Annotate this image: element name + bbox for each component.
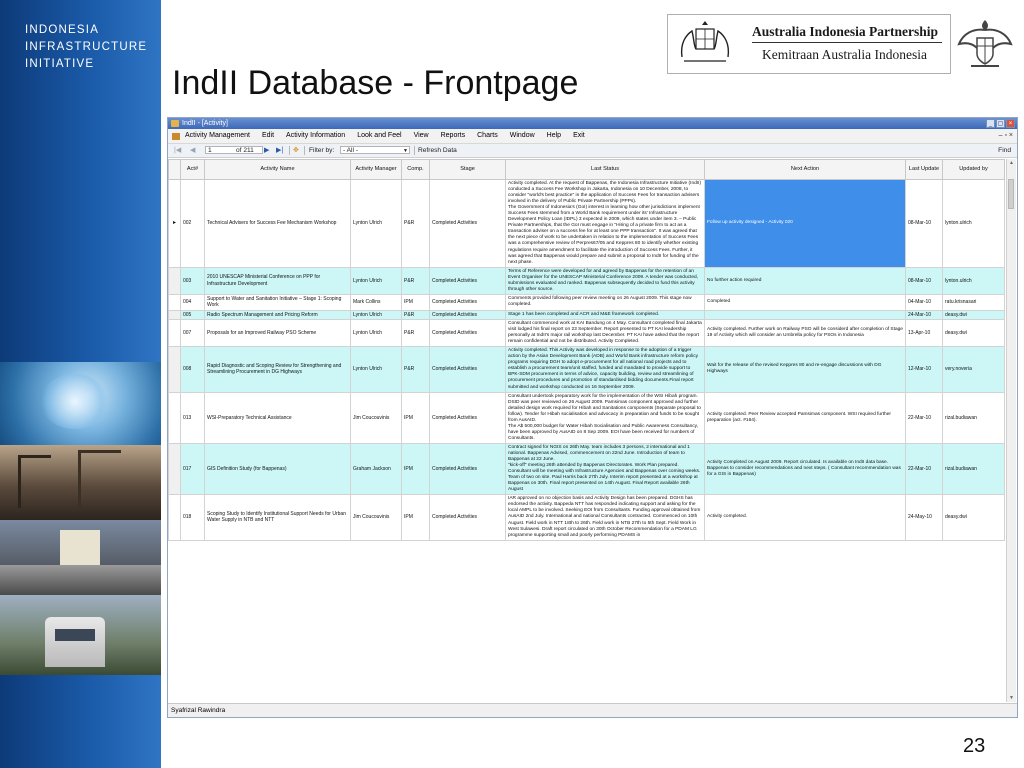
chevron-down-icon: ▼ (403, 148, 408, 154)
table-row[interactable] (169, 310, 1005, 319)
stage-cell[interactable]: Completed Activities (430, 310, 506, 319)
activity-manager-cell[interactable]: Lynton Ulrich (351, 320, 402, 347)
act-number-cell[interactable]: 003 (181, 267, 205, 294)
next-action-cell[interactable]: Activity completed. (705, 495, 906, 540)
app-icon (171, 120, 179, 127)
close-icon[interactable]: × (1006, 119, 1015, 128)
table-row[interactable] (169, 180, 1005, 268)
row-selector[interactable] (169, 310, 181, 319)
stage-cell[interactable]: Completed Activities (430, 294, 506, 310)
column-header[interactable]: Next Action (705, 160, 906, 180)
record-total: of 211 (236, 147, 254, 154)
table-row[interactable] (169, 294, 1005, 310)
menu-bar (168, 129, 1017, 144)
last-status-cell[interactable]: Stage 1 has been completed and ACR and M&E framework completed. (506, 310, 705, 319)
next-action-cell[interactable]: No further action required (705, 267, 906, 294)
column-header[interactable]: Activity Manager (351, 160, 402, 180)
activity-name-cell[interactable]: WSI-Preparatory Technical Assistance (205, 392, 351, 443)
brand-line: INITIATIVE (25, 58, 95, 70)
last-status-cell[interactable]: Comments provided following peer review meeting on 26 August 2009. This stage now completed. (506, 294, 705, 310)
last-update-cell[interactable]: 24-Mar-10 (906, 310, 943, 319)
status-user: Syafrizal Rawindra (171, 707, 226, 714)
menu-charts[interactable]: Charts (477, 132, 498, 139)
scroll-up-icon[interactable]: ▲ (1009, 160, 1014, 166)
table-row[interactable] (169, 320, 1005, 347)
indii-brand (25, 22, 147, 73)
stage-cell[interactable]: Completed Activities (430, 320, 506, 347)
activity-manager-cell[interactable]: Lynton Ulrich (351, 267, 402, 294)
row-selector[interactable] (169, 495, 181, 540)
column-header[interactable]: Comp. (402, 160, 430, 180)
toolbar-separator (414, 146, 415, 155)
menu-edit[interactable]: Edit (261, 132, 275, 139)
highway-photo (0, 520, 161, 595)
activity-manager-cell[interactable]: Lynton Ulrich (351, 347, 402, 392)
row-selector[interactable] (169, 294, 181, 310)
record-navigation-bar (168, 144, 1017, 158)
updated-by-cell[interactable]: ratu.krisnasari (943, 294, 1005, 310)
filter-dropdown[interactable] (340, 146, 410, 154)
activity-name-cell[interactable]: 2010 UNESCAP Ministerial Conference on PPP for Infrastructure Development (205, 267, 351, 294)
act-number-cell[interactable]: 007 (181, 320, 205, 347)
next-action-cell[interactable]: Follow up activity designed - Activity 020 (705, 180, 906, 268)
act-number-cell[interactable]: 013 (181, 392, 205, 443)
table-row[interactable] (169, 443, 1005, 494)
last-update-cell[interactable]: 08-Mar-10 (906, 180, 943, 268)
row-selector-header (169, 160, 181, 180)
filter-label: Filter by: (309, 147, 335, 154)
component-cell[interactable]: P&R (402, 310, 430, 319)
minimize-icon[interactable]: _ (986, 119, 995, 128)
act-number-cell[interactable]: 004 (181, 294, 205, 310)
indii-app-window (167, 117, 1018, 718)
component-cell[interactable]: P&R (402, 180, 430, 268)
partner-title: Australia Indonesia Partnership (752, 24, 939, 39)
last-update-cell[interactable]: 13-Apr-10 (906, 320, 943, 347)
water-splash-photo (0, 362, 161, 445)
updated-by-cell[interactable]: very.noveria (943, 347, 1005, 392)
column-header[interactable]: Updated by (943, 160, 1005, 180)
menu-look-and-feel[interactable]: Look and Feel (357, 132, 402, 139)
last-update-cell[interactable]: 24-May-10 (906, 495, 943, 540)
port-cranes-photo (0, 445, 161, 520)
refresh-data-button[interactable]: Refresh Data (418, 147, 457, 154)
menu-help[interactable]: Help (546, 132, 562, 139)
updated-by-cell[interactable]: deasy.dwi (943, 320, 1005, 347)
activity-grid (168, 159, 1017, 702)
table-row[interactable] (169, 392, 1005, 443)
act-number-cell[interactable]: 018 (181, 495, 205, 540)
add-record-icon[interactable]: ✥ (293, 147, 299, 154)
last-status-cell[interactable]: Consultant undertook preparatory work for the implementation of the WSI Hibah program. DSID was peer reviewed on 26 August 2009. Pamsimas component approved and further detailed design work required for Hibah and Sanitations components (Separate proposal to follow). Tender for Hibah socialisation and advocacy in preparation and funds to be sought from AusAID. The A$ 500,000 budget for Water Hibah Socialisation and Public Awareness Consultancy, have been approved by AusAID on 8 Sep 2009. EOI have been received for numbers of Consultants. (506, 392, 705, 443)
activity-manager-cell[interactable]: Jim Coucouvinis (351, 392, 402, 443)
stage-cell[interactable]: Completed Activities (430, 180, 506, 268)
updated-by-cell[interactable]: lynton.ulrich (943, 180, 1005, 268)
window-titlebar (168, 118, 1017, 129)
partner-divider (752, 42, 942, 43)
last-update-cell[interactable]: 22-Mar-10 (906, 443, 943, 494)
garuda-emblem-icon (955, 14, 1015, 74)
australia-coat-of-arms-icon (672, 19, 738, 69)
child-window-controls[interactable]: ‒ ▫ × (998, 132, 1013, 139)
act-number-cell[interactable]: 008 (181, 347, 205, 392)
last-update-cell[interactable]: 08-Mar-10 (906, 267, 943, 294)
current-row-indicator[interactable]: ▸ (169, 180, 181, 268)
toolbar-separator (289, 146, 290, 155)
last-status-cell[interactable]: Activity completed. This Activity was developed in response to the adoption of a trigger action by the Asian Development Bank (ADB) and World Bank infrastructure reform policy programs requiring DGH to adopt e-procurement for all national road projects and to establish a procurement team/unit staffed, funded and mandated to provide support to BPK-SDM procurement in terms of advice, capacity building, review and streamlining of procurement procedures and promotion of standardised bidding documents.Final report submitted and workshop conducted on 16 September 2009. (506, 347, 705, 392)
activity-name-cell[interactable]: Scoping Study to Identify Institutional Support Needs for Urban Water Supply in NTB and NTT (205, 495, 351, 540)
left-branding-panel (0, 0, 161, 768)
last-update-cell[interactable]: 04-Mar-10 (906, 294, 943, 310)
next-action-cell[interactable] (705, 310, 906, 319)
table-row[interactable] (169, 347, 1005, 392)
activity-name-cell[interactable]: Proposals for an Improved Railway PSO Scheme (205, 320, 351, 347)
last-status-cell[interactable]: Activity completed. At the request of Bappenas, the Indonesia Infrastructure Initiative (IndII) conducted a Success Fee Workshop in Jakarta, Indonesia on 10 December, 2008, to consider "world's best practice" in the application of Success Fees for transaction advisers involved in the delivery of Public Private Partnership (PPPs). The Government of Indonesia's (GoI) interest in learning how other jurisdictions implement Success Fees stemmed from a World Bank requirement under its' Infrastructure Development Policy Loan (IDPL) 3 expected in 2009, which states under item 3. – Public Private Partnerships, that the GoI must engage in "Hiring of a private firm to act as a transaction adviser on a success fee for at least one PPP transaction". It was agreed that the next piece of work to be undertaken in relation to the implementation of Success Fees was a comprehensive review of Perpres67/05 and Keppres 80 to identify whether existing regulations require amendment to facilitate the introduction of Success Fees. Further, it was agreed that Bappenas would prepare and submit a proposal to IndII for funding of the next phase. (506, 180, 705, 268)
last-update-cell[interactable]: 12-Mar-10 (906, 347, 943, 392)
first-record-icon[interactable]: |◀ (174, 147, 182, 154)
next-action-cell[interactable]: Completed (705, 294, 906, 310)
activity-manager-cell[interactable]: Jim Coucouvinis (351, 495, 402, 540)
updated-by-cell[interactable]: deasy.dwi (943, 495, 1005, 540)
activity-manager-cell[interactable]: Lynton Ulrich (351, 180, 402, 268)
find-button[interactable]: Find (998, 147, 1011, 154)
activity-manager-cell[interactable]: Lynton Ulrich (351, 310, 402, 319)
stage-cell[interactable]: Completed Activities (430, 495, 506, 540)
last-status-cell[interactable]: IAR approved on no objection basis and Activity Design has been prepared. DGHS has endorsed the activity. Bappeda NTT has responded indicating support and asking for the local AMPL to be involved. Seeking EOI from Consultants. Funding approval obtained from AusAID 2nd July. International and national Consultants contracted. Commenced on 10th August. Field work in NTT 18th to 26th. Field work in NTB 27th to 5th Sept. Field Work in West Sulawesi. Draft report circulated on 30th October Recommendation for a PDAM LG programme supporting small and poorly performing PDAMS in (506, 495, 705, 540)
activity-name-cell[interactable]: Technical Advisers for Success Fee Mechanism Workshop (205, 180, 351, 268)
page-number: 23 (963, 735, 986, 757)
component-cell[interactable]: P&R (402, 347, 430, 392)
row-selector[interactable] (169, 320, 181, 347)
activity-name-cell[interactable]: Radio Spectrum Management and Pricing Reform (205, 310, 351, 319)
last-record-icon[interactable]: ▶| (276, 147, 284, 154)
partnership-logo (667, 14, 951, 74)
maximize-icon[interactable]: ▢ (997, 121, 1004, 127)
menu-activity-management[interactable]: Activity Management (185, 132, 250, 139)
stage-cell[interactable]: Completed Activities (430, 347, 506, 392)
activity-name-cell[interactable]: GIS Definition Study (for Bappenas) (205, 443, 351, 494)
last-update-cell[interactable]: 22-Mar-10 (906, 392, 943, 443)
record-current: 1 (208, 147, 212, 154)
record-position-field[interactable] (205, 146, 263, 154)
activity-manager-cell[interactable]: Mark Collins (351, 294, 402, 310)
updated-by-cell[interactable]: rizal.budiawan (943, 392, 1005, 443)
act-number-cell[interactable]: 002 (181, 180, 205, 268)
act-number-cell[interactable]: 005 (181, 310, 205, 319)
status-bar (168, 703, 1017, 717)
row-selector[interactable] (169, 392, 181, 443)
component-cell[interactable]: IPM (402, 294, 430, 310)
next-action-cell[interactable]: Activity Completed on August 2009. Report circulated. Is available on IndII data base. Bappenas to consider recommendations and next steps. ( Consultant recommendation was for a GIS in Bappenas) (705, 443, 906, 494)
row-selector[interactable] (169, 267, 181, 294)
menu-activity-information[interactable]: Activity Information (286, 132, 346, 139)
last-status-cell[interactable]: Contract signed for NGIS on 26th May. team includes 3 persons, 2 international and 1 national. Bappenas Advised, commencement on 22nd June. Introduction of team to Bappenas at 22 June. "kick-off" meeting 26th attended by Bappenas Directorates. Work Plan prepared. Consultant will be meeting with Infrastructure Agencies and Bappenas over coming weeks. Team of two on site. Paul Harris back 27th July. Interim report presented at a workshop at Bappenas on 30th. Final report presented on 14th August. Final Report available 26th August (506, 443, 705, 494)
menu-reports[interactable]: Reports (440, 132, 466, 139)
toolbar-separator (304, 146, 305, 155)
next-action-cell[interactable]: Activity completed. Peer Review accepted Pamsimas component. WSI required further preparation (act. #164). (705, 392, 906, 443)
last-status-cell[interactable]: Terms of Reference were developed for and agreed by Bappenas for the retention of an Event Organiser for the UNESCAP Ministerial Conference 2009. A tender was conducted, submissions evaluated and ranked. Bappenas subsequently decided to fund this activity through other source. (506, 267, 705, 294)
component-cell[interactable]: P&R (402, 267, 430, 294)
menu-window[interactable]: Window (509, 132, 535, 139)
column-header[interactable]: Last Update (906, 160, 943, 180)
menu-exit[interactable]: Exit (573, 132, 585, 139)
slide-title: IndII Database - Frontpage (172, 64, 579, 102)
table-header-row (169, 160, 1005, 180)
scroll-down-icon[interactable]: ▼ (1009, 695, 1014, 701)
activity-menu-icon (172, 133, 180, 140)
stage-cell[interactable]: Completed Activities (430, 443, 506, 494)
menu-view[interactable]: View (413, 132, 429, 139)
brand-line: INFRASTRUCTURE (25, 41, 148, 53)
component-cell[interactable]: IPM (402, 495, 430, 540)
updated-by-cell[interactable]: deasy.dwi (943, 310, 1005, 319)
window-title: IndII - [Activity] (182, 120, 228, 127)
component-cell[interactable]: IPM (402, 392, 430, 443)
activity-table (168, 159, 1005, 541)
stage-cell[interactable]: Completed Activities (430, 392, 506, 443)
partner-subtitle: Kemitraan Australia Indonesia (762, 47, 927, 62)
vertical-scrollbar[interactable] (1006, 159, 1016, 702)
updated-by-cell[interactable]: rizal.budiawan (943, 443, 1005, 494)
filter-value: - All - (343, 147, 359, 154)
column-header[interactable]: Last Status (506, 160, 705, 180)
component-cell[interactable]: IPM (402, 443, 430, 494)
stage-cell[interactable]: Completed Activities (430, 267, 506, 294)
activity-name-cell[interactable]: Support to Water and Sanitation Initiative – Stage 1: Scoping Work (205, 294, 351, 310)
column-header[interactable]: Stage (430, 160, 506, 180)
table-row[interactable] (169, 495, 1005, 540)
act-number-cell[interactable]: 017 (181, 443, 205, 494)
activity-name-cell[interactable]: Rapid Diagnostic and Scoping Review for Strengthening and Streamlining Procurement in DG Highways (205, 347, 351, 392)
row-selector[interactable] (169, 443, 181, 494)
brand-line: INDONESIA (25, 24, 100, 36)
last-status-cell[interactable]: Consultant commenced work at KAI Bandung on 4 May. Consultant completed final Jakarta visit lodged his final report on 23 September. Report presented to PT KAI leadership personally at IndII's major rail workshop last December. PT KAI have asked that the report remain confidential and not be distributed. Activity Completed. (506, 320, 705, 347)
activity-manager-cell[interactable]: Graham Jackson (351, 443, 402, 494)
previous-record-icon[interactable]: ◀ (190, 147, 196, 154)
next-record-icon[interactable]: ▶ (264, 147, 270, 154)
row-selector[interactable] (169, 347, 181, 392)
next-action-cell[interactable]: Wait for the release of the revised Keppres 80 and re-engage discussions with DG Highways (705, 347, 906, 392)
component-cell[interactable]: P&R (402, 320, 430, 347)
column-header[interactable]: Activity Name (205, 160, 351, 180)
updated-by-cell[interactable]: lynton.ulrich (943, 267, 1005, 294)
train-photo (0, 595, 161, 675)
next-action-cell[interactable]: Activity completed. Further work on Railway PSO will be considerd after completion of Stage 19 of Activity which will consider an Umbrella policy for PSOs in Indonesia (705, 320, 906, 347)
column-header[interactable]: Act# (181, 160, 205, 180)
table-row[interactable] (169, 267, 1005, 294)
scrollbar-thumb[interactable] (1008, 179, 1014, 209)
